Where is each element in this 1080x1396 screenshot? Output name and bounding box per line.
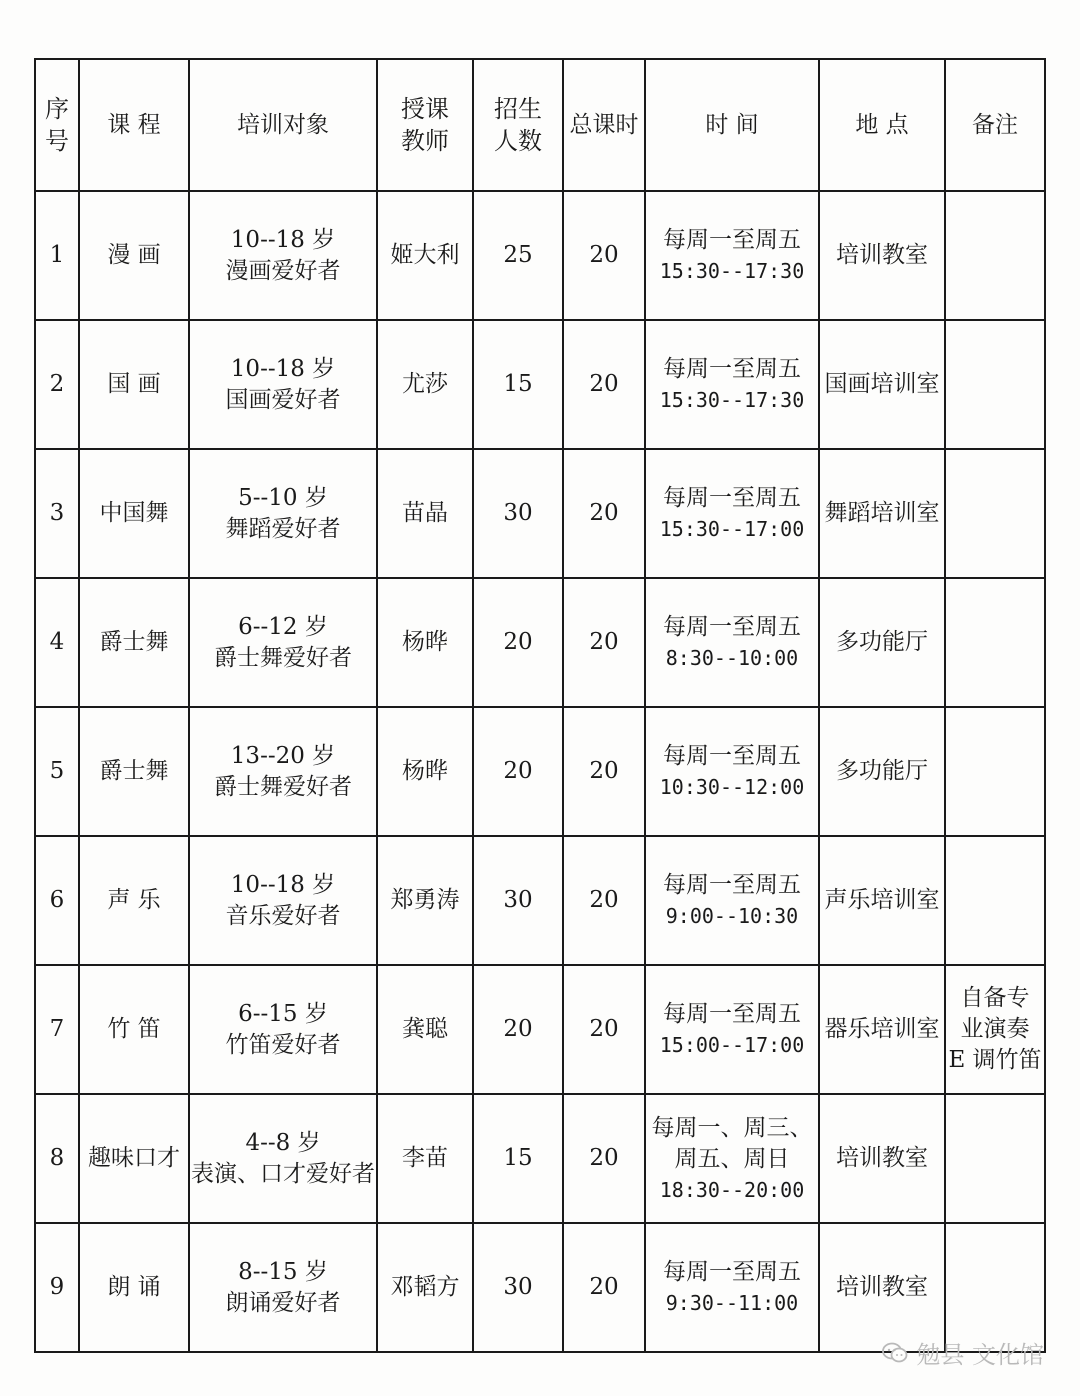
cell-place: 多功能厅 — [819, 578, 945, 707]
cell-hours: 20 — [563, 578, 645, 707]
cell-course: 朗 诵 — [79, 1223, 189, 1352]
cell-no: 8 — [35, 1094, 79, 1223]
cell-course: 声 乐 — [79, 836, 189, 965]
cell-time — [645, 320, 819, 449]
cell-time-line: 周五、周日 — [674, 1145, 790, 1172]
table-header — [35, 59, 1045, 191]
header-hours-label: 总课时 — [569, 111, 639, 138]
cell-remark — [945, 191, 1045, 320]
cell-place: 舞蹈培训室 — [819, 449, 945, 578]
cell-teacher: 苗晶 — [377, 449, 473, 578]
cell-remark — [945, 1223, 1045, 1352]
header-enroll-label: 招生 — [494, 95, 542, 123]
cell-place: 培训教室 — [819, 191, 945, 320]
cell-no: 4 — [35, 578, 79, 707]
cell-time — [645, 191, 819, 320]
cell-time — [645, 1094, 819, 1223]
header-row — [35, 59, 1045, 191]
cell-target-line: 13--20 岁 — [230, 742, 336, 769]
cell-no: 1 — [35, 191, 79, 320]
cell-hours: 20 — [563, 320, 645, 449]
header-enroll — [473, 59, 563, 191]
cell-target-line: 舞蹈爱好者 — [225, 515, 341, 542]
cell-time — [645, 1223, 819, 1352]
cell-remark-line: 业演奏 — [960, 1016, 1030, 1042]
cell-teacher: 李苗 — [377, 1094, 473, 1223]
cell-enroll: 15 — [473, 320, 563, 449]
cell-hours: 20 — [563, 836, 645, 965]
header-teacher — [377, 59, 473, 191]
cell-place: 多功能厅 — [819, 707, 945, 836]
cell-place: 器乐培训室 — [819, 965, 945, 1094]
cell-remark — [945, 320, 1045, 449]
cell-place: 培训教室 — [819, 1223, 945, 1352]
cell-time — [645, 578, 819, 707]
cell-teacher: 杨晔 — [377, 578, 473, 707]
cell-target-line: 6--12 岁 — [238, 613, 328, 640]
cell-teacher: 杨晔 — [377, 707, 473, 836]
cell-time — [645, 707, 819, 836]
table-row — [35, 1094, 1045, 1223]
cell-time-line: 每周一至周五 — [663, 872, 801, 898]
cell-teacher: 姬大利 — [377, 191, 473, 320]
header-target — [189, 59, 377, 191]
cell-hours: 20 — [563, 449, 645, 578]
cell-target-line: 爵士舞爱好者 — [214, 644, 352, 671]
cell-target-line: 朗诵爱好者 — [225, 1289, 341, 1316]
cell-time — [645, 449, 819, 578]
cell-remark — [945, 836, 1045, 965]
course-schedule-table — [34, 58, 1046, 1353]
cell-time-line: 10:30--12:00 — [659, 775, 805, 799]
cell-remark-line: E 调竹笛 — [948, 1047, 1042, 1073]
header-teacher-label: 教师 — [401, 127, 449, 155]
header-teacher-label: 授课 — [401, 95, 449, 123]
table-row — [35, 191, 1045, 320]
cell-target-line: 10--18 岁 — [230, 871, 336, 898]
cell-place: 声乐培训室 — [819, 836, 945, 965]
cell-teacher: 龚聪 — [377, 965, 473, 1094]
cell-target — [189, 449, 377, 578]
cell-target-line: 表演、口才爱好者 — [191, 1160, 375, 1187]
cell-time-line: 每周一至周五 — [663, 485, 801, 511]
cell-target — [189, 1094, 377, 1223]
cell-target — [189, 1223, 377, 1352]
cell-teacher: 郑勇涛 — [377, 836, 473, 965]
cell-enroll: 30 — [473, 836, 563, 965]
cell-remark — [945, 1094, 1045, 1223]
cell-time-line: 每周一至周五 — [663, 1259, 801, 1285]
cell-enroll: 20 — [473, 578, 563, 707]
cell-target — [189, 191, 377, 320]
cell-time-line: 每周一至周五 — [663, 743, 801, 769]
cell-no: 3 — [35, 449, 79, 578]
header-no-label: 序 — [45, 95, 69, 123]
cell-target-line: 爵士舞爱好者 — [214, 773, 352, 800]
cell-target — [189, 578, 377, 707]
cell-target — [189, 965, 377, 1094]
cell-hours: 20 — [563, 1094, 645, 1223]
cell-place: 国画培训室 — [819, 320, 945, 449]
cell-target-line: 漫画爱好者 — [225, 257, 341, 284]
cell-target-line: 音乐爱好者 — [225, 902, 341, 929]
cell-enroll: 15 — [473, 1094, 563, 1223]
cell-hours: 20 — [563, 1223, 645, 1352]
header-no-label: 号 — [45, 127, 69, 155]
cell-course: 爵士舞 — [79, 578, 189, 707]
table-body — [35, 191, 1045, 1352]
cell-enroll: 30 — [473, 1223, 563, 1352]
cell-remark — [945, 707, 1045, 836]
cell-enroll: 20 — [473, 707, 563, 836]
header-place-label: 地 点 — [855, 111, 909, 138]
header-target-label: 培训对象 — [237, 111, 329, 138]
cell-time-line: 15:30--17:00 — [659, 517, 805, 541]
cell-target-line: 4--8 岁 — [245, 1129, 321, 1156]
header-time-label: 时 间 — [705, 111, 759, 138]
table-row — [35, 1223, 1045, 1352]
table-row — [35, 449, 1045, 578]
cell-remark — [945, 449, 1045, 578]
table-row — [35, 320, 1045, 449]
cell-time-line: 18:30--20:00 — [659, 1177, 805, 1202]
header-enroll-label: 人数 — [494, 127, 542, 155]
cell-target-line: 6--15 岁 — [238, 1000, 328, 1027]
cell-no: 9 — [35, 1223, 79, 1352]
cell-no: 5 — [35, 707, 79, 836]
cell-place: 培训教室 — [819, 1094, 945, 1223]
cell-target — [189, 320, 377, 449]
cell-time-line: 每周一至周五 — [663, 356, 801, 382]
cell-remark — [945, 965, 1045, 1094]
cell-hours: 20 — [563, 191, 645, 320]
table-row — [35, 965, 1045, 1094]
header-course — [79, 59, 189, 191]
cell-time-line: 15:30--17:30 — [659, 388, 805, 412]
cell-hours: 20 — [563, 965, 645, 1094]
cell-time-line: 15:30--17:30 — [659, 259, 805, 283]
cell-teacher: 邓韬方 — [377, 1223, 473, 1352]
header-no — [35, 59, 79, 191]
cell-remark — [945, 578, 1045, 707]
cell-teacher: 尤莎 — [377, 320, 473, 449]
cell-target-line: 竹笛爱好者 — [225, 1031, 341, 1058]
cell-course: 趣味口才 — [79, 1094, 189, 1223]
cell-time-line: 15:00--17:00 — [659, 1033, 805, 1057]
cell-target — [189, 836, 377, 965]
cell-time-line: 8:30--10:00 — [665, 646, 799, 670]
cell-course: 中国舞 — [79, 449, 189, 578]
cell-remark-line: 自备专 — [960, 985, 1030, 1011]
cell-enroll: 30 — [473, 449, 563, 578]
cell-course: 国 画 — [79, 320, 189, 449]
header-time — [645, 59, 819, 191]
watermark-text: 勉县 文化馆 — [916, 1341, 1044, 1369]
cell-time-line: 9:30--11:00 — [665, 1291, 799, 1315]
table-row — [35, 578, 1045, 707]
cell-hours: 20 — [563, 707, 645, 836]
cell-target — [189, 707, 377, 836]
cell-course: 竹 笛 — [79, 965, 189, 1094]
cell-target-line: 10--18 岁 — [230, 226, 336, 253]
header-hours — [563, 59, 645, 191]
header-remark-label: 备注 — [972, 111, 1018, 138]
cell-target-line: 国画爱好者 — [225, 386, 341, 413]
cell-course: 漫 画 — [79, 191, 189, 320]
table-row — [35, 707, 1045, 836]
cell-time-line: 9:00--10:30 — [665, 904, 799, 928]
header-course-label: 课 程 — [107, 111, 161, 138]
cell-no: 6 — [35, 836, 79, 965]
header-remark — [945, 59, 1045, 191]
cell-target-line: 5--10 岁 — [238, 484, 328, 511]
cell-no: 2 — [35, 320, 79, 449]
cell-target-line: 8--15 岁 — [238, 1258, 328, 1285]
header-place — [819, 59, 945, 191]
cell-enroll: 25 — [473, 191, 563, 320]
cell-time — [645, 965, 819, 1094]
wechat-icon — [882, 1342, 908, 1364]
cell-no: 7 — [35, 965, 79, 1094]
cell-time-line: 每周一、周三、 — [651, 1114, 813, 1141]
watermark — [882, 1335, 1044, 1370]
table-row — [35, 836, 1045, 965]
cell-target-line: 10--18 岁 — [230, 355, 336, 382]
cell-course: 爵士舞 — [79, 707, 189, 836]
cell-time-line: 每周一至周五 — [663, 614, 801, 640]
cell-time-line: 每周一至周五 — [663, 227, 801, 253]
cell-time-line: 每周一至周五 — [663, 1001, 801, 1027]
cell-enroll: 20 — [473, 965, 563, 1094]
cell-time — [645, 836, 819, 965]
